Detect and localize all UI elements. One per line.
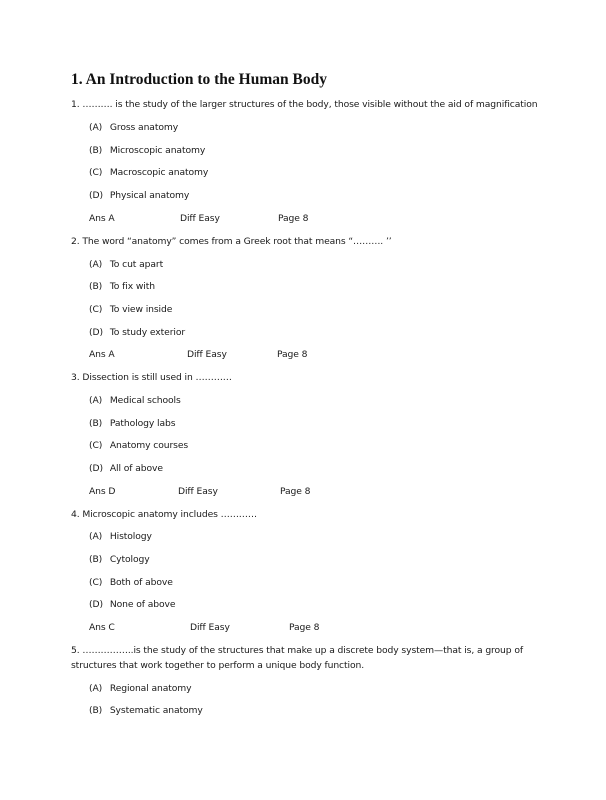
answer-option [89,599,175,610]
answer-option [89,281,155,292]
option-text: To fix with [109,281,155,292]
question-text: 1. ………. is the study of the larger structures of the body, those visible without the aid of magnification [71,99,538,110]
option-label: (B) [89,418,103,429]
answer-option [89,190,189,201]
answer-key: Ans A [89,213,115,224]
option-text: Cytology [109,554,150,565]
option-text: Microscopic anatomy [109,145,206,156]
answer-option [89,259,163,270]
option-text: Regional anatomy [109,683,192,694]
option-text: Medical schools [109,395,181,406]
page-ref: Page 8 [289,622,320,633]
option-text: To study exterior [109,327,186,338]
option-text: Both of above [109,577,173,588]
option-text: Histology [109,531,152,542]
answer-option [89,145,205,156]
difficulty: Diff Easy [190,622,230,633]
option-text: Anatomy courses [109,440,189,451]
option-label: (B) [89,145,103,156]
answer-option [89,418,175,429]
answer-option [89,577,173,588]
answer-option [89,683,191,694]
option-label: (A) [89,259,103,270]
difficulty: Diff Easy [187,349,227,360]
option-text: None of above [109,599,176,610]
option-text: To cut apart [109,259,164,270]
page-ref: Page 8 [280,486,311,497]
question-text: 4. Microscopic anatomy includes ………… [71,509,257,520]
option-text: All of above [109,463,163,474]
option-label: (D) [89,190,103,201]
option-label: (A) [89,395,103,406]
option-label: (D) [89,327,103,338]
answer-option [89,705,203,716]
option-label: (A) [89,122,103,133]
answer-option [89,122,178,133]
option-label: (B) [89,281,103,292]
page-ref: Page 8 [277,349,308,360]
option-text: Physical anatomy [109,190,190,201]
answer-option [89,167,208,178]
option-label: (B) [89,554,103,565]
option-text: Pathology labs [109,418,176,429]
answer-key: Ans C [89,622,115,633]
option-label: (C) [89,304,103,315]
difficulty: Diff Easy [178,486,218,497]
chapter-title: 1. An Introduction to the Human Body [71,71,327,88]
option-text: Gross anatomy [109,122,179,133]
page-ref: Page 8 [278,213,309,224]
answer-option [89,327,185,338]
option-label: (A) [89,531,103,542]
option-label: (A) [89,683,103,694]
answer-option [89,554,150,565]
answer-option [89,440,188,451]
answer-key: Ans A [89,349,115,360]
answer-option [89,463,163,474]
question-text: 5. ……………..is the study of the structures that make up a discrete body system—that is, a group of [71,645,523,656]
option-text: To view inside [109,304,173,315]
question-text: 2. The word “anatomy” comes from a Greek root that means “………. ’’ [71,236,392,247]
question-text-continued: structures that work together to perform a unique body function. [71,660,365,671]
answer-option [89,304,172,315]
answer-option [89,395,181,406]
difficulty: Diff Easy [180,213,220,224]
option-label: (C) [89,440,103,451]
option-label: (D) [89,463,103,474]
question-text: 3. Dissection is still used in ………… [71,372,232,383]
answer-option [89,531,152,542]
option-label: (C) [89,577,103,588]
option-text: Macroscopic anatomy [109,167,209,178]
option-label: (C) [89,167,103,178]
answer-key: Ans D [89,486,116,497]
option-label: (B) [89,705,103,716]
option-label: (D) [89,599,103,610]
option-text: Systematic anatomy [109,705,203,716]
